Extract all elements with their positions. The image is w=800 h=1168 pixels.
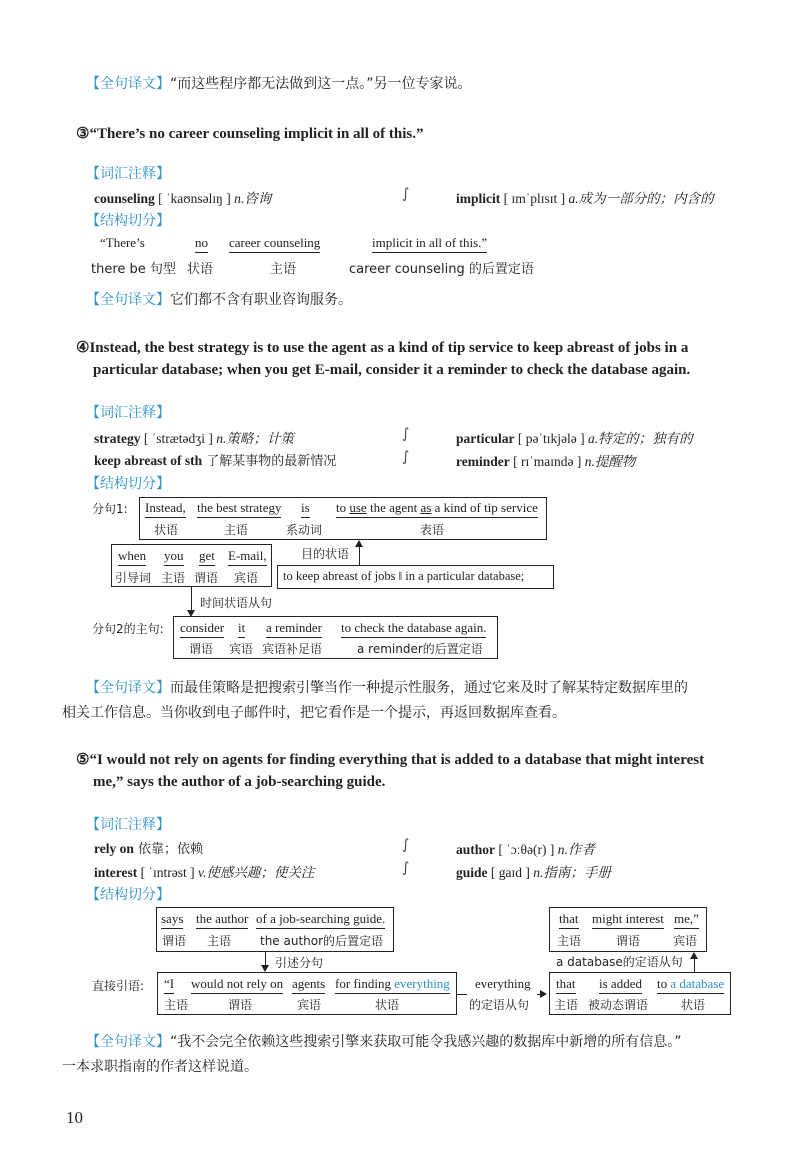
time-arrow-line (191, 587, 192, 612)
full-translation-label: 【全句译文】 (86, 680, 170, 696)
sentence-3: ③“There’s no career counseling implicit in all of this.” (76, 126, 424, 142)
translation-3 (86, 289, 352, 309)
vocab-entry-particular: particular [ pəˈtɪkjələ ] a.特定的；独有的 (456, 431, 693, 446)
vocab-label: 【词汇注释】 (86, 405, 170, 421)
full-translation-label: 【全句译文】 (86, 76, 170, 92)
full-translation-label: 【全句译文】 (86, 292, 170, 308)
m-part-might-interest: might interest (592, 911, 664, 929)
purpose-arrow-head (355, 540, 363, 547)
report-clause-label: 引述分句 (275, 956, 324, 970)
translation-text: “我不会完全依赖这些搜索引擎来获取可能令我感兴趣的数据库中新增的所有信息。” (170, 1034, 682, 1050)
part-implicit: implicit in all of this.” (372, 235, 487, 253)
direct-quote-label: 直接引语: (92, 979, 145, 993)
translation-5-line-2: 一本求职指南的作者这样说道。 (62, 1059, 258, 1075)
c2-part-reminder: a reminder (266, 620, 322, 638)
db-part-is-added: is added (599, 976, 642, 994)
db-role-passive-predicate: 被动态谓语 (588, 998, 649, 1012)
part-no: no (195, 235, 208, 253)
c2-part-consider: consider (180, 620, 224, 638)
c1-part-instead: Instead, (145, 500, 186, 518)
w-role-conjunction: 引导词 (115, 571, 152, 585)
d-part-agents: agents (292, 976, 325, 994)
part-there-is: “There’s (100, 235, 145, 250)
translation-4-line-2: 相关工作信息。当你收到电子邮件时，把它看作是一个提示，再返回数据库查看。 (62, 705, 566, 721)
says-part-of-guide: of a job-searching guide. (256, 911, 385, 929)
c1-part-subject: the best strategy (197, 500, 281, 518)
c2-role-complement: 宾语补足语 (262, 642, 323, 656)
says-part-author: the author (196, 911, 248, 929)
db-part-to-database: to a database (657, 976, 724, 994)
role-subject: 主语 (270, 262, 297, 277)
structure-label: 【结构切分】 (86, 887, 170, 903)
c2-role-postmodifier: a reminder的后置定语 (357, 642, 483, 656)
vocab-entry-author: author [ ˈɔːθə(r) ] n.作者 (456, 842, 595, 857)
ev-arrow-head (540, 990, 547, 998)
vocab-entry-guide: guide [ gaɪd ] n.指南；手册 (456, 865, 611, 880)
purpose-arrow-line (359, 545, 360, 565)
translation-4-line-1 (86, 677, 688, 697)
sentence-5-line-1: ⑤“I would not rely on agents for finding everything that is added to a database that might interest (76, 752, 705, 768)
c1-role-adverbial: 状语 (154, 523, 179, 537)
vocab-label: 【词汇注释】 (86, 166, 170, 182)
c2-role-predicate: 谓语 (189, 642, 214, 656)
c1-part-predicative: to use the agent as a kind of tip service (336, 500, 538, 518)
m-part-me: me,” (674, 911, 699, 929)
says-role-subject: 主语 (207, 934, 232, 948)
purpose-label: 目的状语 (301, 547, 350, 561)
purpose-text: to keep abreast of jobs ‖ in a particular database; (283, 569, 525, 583)
db-role-subject: 主语 (554, 998, 579, 1012)
db-arrow-head (690, 952, 698, 959)
w-part-get: get (199, 548, 215, 566)
w-part-you: you (164, 548, 184, 566)
sentence-4-line-2: particular database; when you get E-mail, consider it a reminder to check the database again. (93, 362, 691, 378)
d-role-subject: 主语 (164, 998, 189, 1012)
d-part-would-not-rely: would not rely on (191, 976, 283, 994)
role-there-be: there be 句型 (91, 262, 176, 277)
vocab-label: 【词汇注释】 (86, 817, 170, 833)
c1-role-linking-verb: 系动词 (286, 523, 323, 537)
m-part-that: that (559, 911, 579, 929)
w-part-email: E-mail, (228, 548, 267, 566)
vocab-entry-reminder: reminder [ rɪˈmaɪndə ] n.提醒物 (456, 454, 636, 469)
ev-word: everything (475, 976, 531, 991)
separator-mark: ∫ (402, 860, 410, 876)
page-number: 10 (66, 1108, 83, 1127)
db-role-adverbial: 状语 (681, 998, 706, 1012)
vocab-entry-rely-on: rely on 依靠；依赖 (94, 841, 204, 857)
m-role-predicate: 谓语 (616, 934, 641, 948)
c2-role-object: 宾语 (229, 642, 254, 656)
c1-part-is: is (301, 500, 310, 518)
c2-part-it: it (238, 620, 245, 638)
w-role-object: 宾语 (234, 571, 259, 585)
structure-label: 【结构切分】 (86, 476, 170, 492)
c1-role-subject: 主语 (224, 523, 249, 537)
structure-label: 【结构切分】 (86, 213, 170, 229)
c2-part-infinitive: to check the database again. (341, 620, 486, 638)
w-role-predicate: 谓语 (194, 571, 219, 585)
d-role-object: 宾语 (297, 998, 322, 1012)
d-part-i: “I (164, 976, 174, 994)
says-role-predicate: 谓语 (162, 934, 187, 948)
separator-mark: ∫ (402, 837, 410, 853)
translation-text: 它们都不含有职业咨询服务。 (170, 292, 352, 308)
clause-1-label: 分句1: (92, 502, 128, 516)
vocab-entry-implicit: implicit [ ɪmˈplɪsɪt ] a.成为一部分的；内含的 (456, 191, 714, 206)
sentence-5-line-2: me,” says the author of a job-searching guide. (93, 774, 386, 790)
w-part-when: when (118, 548, 146, 566)
db-part-that: that (556, 976, 576, 994)
says-part-says: says (161, 911, 183, 929)
full-translation-label: 【全句译文】 (86, 1034, 170, 1050)
translation-text: 而最佳策略是把搜索引擎当作一种提示性服务，通过它来及时了解某特定数据库里的 (170, 680, 688, 696)
d-part-for-finding: for finding everything (335, 976, 450, 994)
db-relative-label: a database的定语从句 (556, 955, 683, 969)
vocab-entry-interest: interest [ ˈɪntrəst ] v.使感兴趣；使关注 (94, 865, 315, 880)
vocab-entry-counseling: counseling [ ˈkaʊnsəlɪŋ ] n.咨询 (94, 191, 272, 206)
ev-role: 的定语从句 (469, 998, 530, 1012)
vocab-entry-keep-abreast: keep abreast of sth 了解某事物的最新情况 (94, 453, 337, 469)
separator-mark: ∫ (402, 186, 410, 202)
m-role-object: 宾语 (673, 934, 698, 948)
w-role-subject: 主语 (161, 571, 186, 585)
translation-5-line-1 (86, 1031, 682, 1051)
clause-2-label: 分句2的主句: (92, 622, 164, 636)
says-role-postmodifier: the author的后置定语 (260, 934, 384, 948)
m-role-subject: 主语 (557, 934, 582, 948)
ev-connector (457, 994, 467, 995)
c1-role-predicative: 表语 (420, 523, 445, 537)
role-adverbial: 状语 (187, 262, 214, 277)
d-role-adverbial: 状语 (375, 998, 400, 1012)
separator-mark: ∫ (402, 426, 410, 442)
time-clause-label: 时间状语从句 (200, 596, 273, 610)
role-postmodifier: career counseling 的后置定语 (349, 262, 534, 277)
sentence-4-line-1: ④Instead, the best strategy is to use the agent as a kind of tip service to keep abreast of jobs in a (76, 340, 689, 356)
separator-mark: ∫ (402, 449, 410, 465)
part-career-counseling: career counseling (229, 235, 320, 253)
report-arrow-head (261, 965, 269, 972)
vocab-entry-strategy: strategy [ ˈstrætədʒi ] n.策略；计策 (94, 431, 294, 446)
d-role-predicate: 谓语 (228, 998, 253, 1012)
db-arrow-line (694, 958, 695, 972)
translation-text: “而这些程序都无法做到这一点。”另一位专家说。 (170, 76, 472, 92)
top-translation (86, 73, 472, 93)
